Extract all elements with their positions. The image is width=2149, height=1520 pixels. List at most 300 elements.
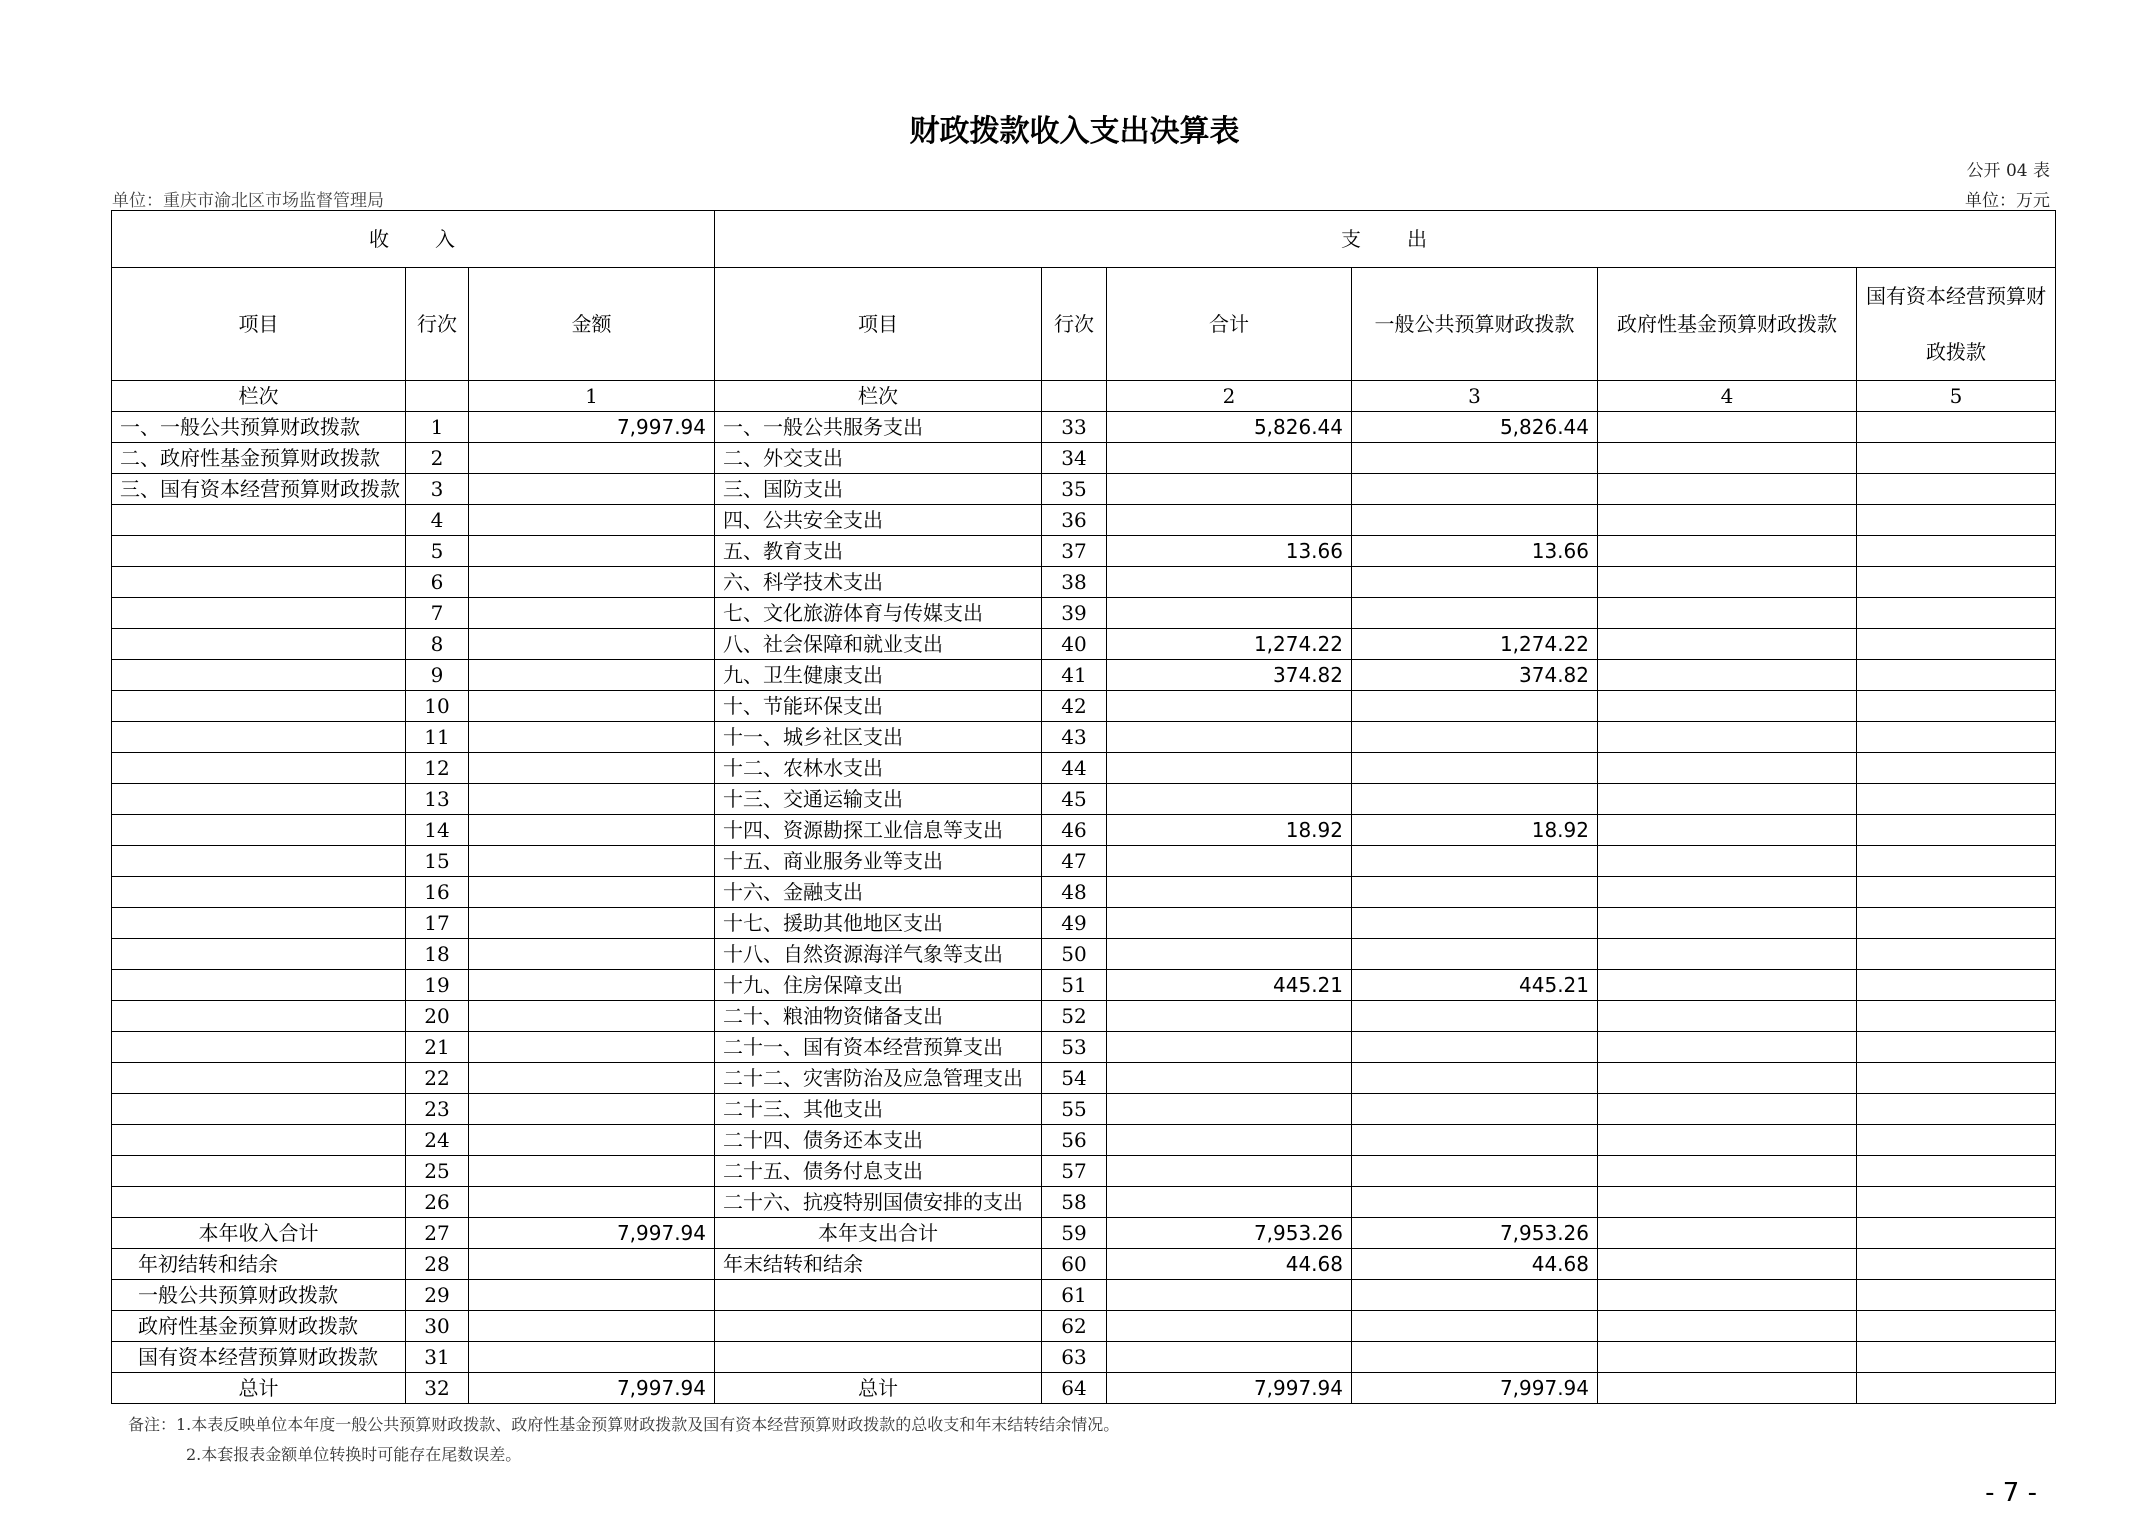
page-number: - 7 - xyxy=(1985,1478,2037,1508)
expense-total xyxy=(1107,1156,1352,1187)
expense-gov-fund xyxy=(1598,536,1857,567)
expense-state-capital xyxy=(1857,1094,2056,1125)
summary-expense-general: 7,953.26 xyxy=(1352,1218,1598,1249)
table-row xyxy=(112,443,2056,474)
expense-item: 四、公共安全支出 xyxy=(715,505,1042,536)
expense-gov-fund xyxy=(1598,939,1857,970)
table-row xyxy=(112,815,2056,846)
column-header-row xyxy=(112,268,2056,381)
expense-total xyxy=(1107,1032,1352,1063)
income-amount xyxy=(469,1094,715,1125)
expense-item: 二十、粮油物资储备支出 xyxy=(715,1001,1042,1032)
expense-total xyxy=(1107,784,1352,815)
expense-general xyxy=(1352,443,1598,474)
col-header-amount: 金额 xyxy=(469,268,715,381)
table-row xyxy=(112,412,2056,443)
expense-state-capital xyxy=(1857,877,2056,908)
expense-general: 1,274.22 xyxy=(1352,629,1598,660)
summary-income-amount: 7,997.94 xyxy=(469,1218,715,1249)
expense-general: 445.21 xyxy=(1352,970,1598,1001)
summary-expense-general xyxy=(1352,1311,1598,1342)
table-row xyxy=(112,567,2056,598)
income-line-no: 21 xyxy=(406,1032,469,1063)
expense-line-no: 43 xyxy=(1042,722,1107,753)
income-item xyxy=(112,877,406,908)
income-line-no: 24 xyxy=(406,1125,469,1156)
expense-general: 5,826.44 xyxy=(1352,412,1598,443)
expense-general xyxy=(1352,877,1598,908)
col-header-general: 一般公共预算财政拨款 xyxy=(1352,268,1598,381)
expense-item: 二十一、国有资本经营预算支出 xyxy=(715,1032,1042,1063)
expense-gov-fund xyxy=(1598,722,1857,753)
summary-expense-total: 44.68 xyxy=(1107,1249,1352,1280)
summary-expense-general: 44.68 xyxy=(1352,1249,1598,1280)
summary-expense-gov-fund xyxy=(1598,1280,1857,1311)
expense-total: 13.66 xyxy=(1107,536,1352,567)
summary-expense-state-capital xyxy=(1857,1218,2056,1249)
summary-expense-gov-fund xyxy=(1598,1218,1857,1249)
income-item xyxy=(112,846,406,877)
income-line-no: 25 xyxy=(406,1156,469,1187)
income-line-no: 1 xyxy=(406,412,469,443)
summary-income-amount xyxy=(469,1249,715,1280)
expense-item: 十二、农林水支出 xyxy=(715,753,1042,784)
expense-line-no: 50 xyxy=(1042,939,1107,970)
expense-state-capital xyxy=(1857,753,2056,784)
expense-total xyxy=(1107,505,1352,536)
income-line-no: 22 xyxy=(406,1063,469,1094)
expense-item: 二、外交支出 xyxy=(715,443,1042,474)
table-row xyxy=(112,784,2056,815)
summary-income-item: 总计 xyxy=(112,1373,406,1404)
summary-expense-line-no: 63 xyxy=(1042,1342,1107,1373)
expense-gov-fund xyxy=(1598,1094,1857,1125)
expense-line-no: 57 xyxy=(1042,1156,1107,1187)
expense-total: 374.82 xyxy=(1107,660,1352,691)
income-line-no: 8 xyxy=(406,629,469,660)
summary-expense-gov-fund xyxy=(1598,1373,1857,1404)
income-amount xyxy=(469,474,715,505)
unit-organization: 单位：重庆市渝北区市场监督管理局 xyxy=(112,191,384,211)
expense-line-no: 52 xyxy=(1042,1001,1107,1032)
form-number: 公开 04 表 xyxy=(1966,161,2050,181)
expense-item: 二十五、债务付息支出 xyxy=(715,1156,1042,1187)
expense-gov-fund xyxy=(1598,598,1857,629)
summary-expense-item xyxy=(715,1280,1042,1311)
summary-expense-state-capital xyxy=(1857,1311,2056,1342)
expense-line-no: 47 xyxy=(1042,846,1107,877)
income-line-no: 9 xyxy=(406,660,469,691)
summary-row xyxy=(112,1218,2056,1249)
expense-state-capital xyxy=(1857,1032,2056,1063)
note-line-1: 备注：1.本表反映单位本年度一般公共预算财政拨款、政府性基金预算财政拨款及国有资本经营预算财政拨款的总收支和年末结转结余情况。 xyxy=(128,1415,1120,1434)
expense-line-no: 51 xyxy=(1042,970,1107,1001)
expense-item: 二十三、其他支出 xyxy=(715,1094,1042,1125)
income-amount xyxy=(469,1125,715,1156)
expense-total: 18.92 xyxy=(1107,815,1352,846)
income-item xyxy=(112,536,406,567)
income-amount xyxy=(469,846,715,877)
table-row xyxy=(112,939,2056,970)
income-item xyxy=(112,1156,406,1187)
col-header-total: 合计 xyxy=(1107,268,1352,381)
income-line-no: 26 xyxy=(406,1187,469,1218)
income-amount: 7,997.94 xyxy=(469,412,715,443)
table-row xyxy=(112,722,2056,753)
income-item xyxy=(112,970,406,1001)
expense-state-capital xyxy=(1857,939,2056,970)
summary-income-amount xyxy=(469,1311,715,1342)
expense-general: 13.66 xyxy=(1352,536,1598,567)
income-line-no: 7 xyxy=(406,598,469,629)
expense-gov-fund xyxy=(1598,1032,1857,1063)
expense-state-capital xyxy=(1857,1125,2056,1156)
income-amount xyxy=(469,815,715,846)
index-blank-right xyxy=(1042,381,1107,412)
expense-item: 七、文化旅游体育与传媒支出 xyxy=(715,598,1042,629)
table-row xyxy=(112,877,2056,908)
expense-state-capital xyxy=(1857,443,2056,474)
summary-expense-line-no: 60 xyxy=(1042,1249,1107,1280)
expense-item: 十八、自然资源海洋气象等支出 xyxy=(715,939,1042,970)
income-item xyxy=(112,1094,406,1125)
note-line-2: 2.本套报表金额单位转换时可能存在尾数误差。 xyxy=(186,1445,522,1464)
index-2: 2 xyxy=(1107,381,1352,412)
summary-expense-general xyxy=(1352,1342,1598,1373)
income-line-no: 19 xyxy=(406,970,469,1001)
table-row xyxy=(112,474,2056,505)
expense-total xyxy=(1107,877,1352,908)
income-item xyxy=(112,505,406,536)
expense-line-no: 39 xyxy=(1042,598,1107,629)
expense-line-no: 40 xyxy=(1042,629,1107,660)
expense-item: 十五、商业服务业等支出 xyxy=(715,846,1042,877)
expense-state-capital xyxy=(1857,474,2056,505)
summary-expense-gov-fund xyxy=(1598,1342,1857,1373)
income-amount xyxy=(469,1001,715,1032)
col-header-gov-fund: 政府性基金预算财政拨款 xyxy=(1598,268,1857,381)
income-item xyxy=(112,815,406,846)
expense-item: 五、教育支出 xyxy=(715,536,1042,567)
table-row xyxy=(112,505,2056,536)
expense-item: 十三、交通运输支出 xyxy=(715,784,1042,815)
expense-general xyxy=(1352,1094,1598,1125)
expense-gov-fund xyxy=(1598,691,1857,722)
summary-income-line-no: 29 xyxy=(406,1280,469,1311)
expense-gov-fund xyxy=(1598,970,1857,1001)
col-header-item2: 项目 xyxy=(715,268,1042,381)
income-amount xyxy=(469,784,715,815)
expense-state-capital xyxy=(1857,505,2056,536)
income-amount xyxy=(469,877,715,908)
expense-gov-fund xyxy=(1598,1125,1857,1156)
expense-state-capital xyxy=(1857,815,2056,846)
expense-gov-fund xyxy=(1598,474,1857,505)
expense-general: 18.92 xyxy=(1352,815,1598,846)
expense-general xyxy=(1352,598,1598,629)
income-line-no: 6 xyxy=(406,567,469,598)
income-item xyxy=(112,660,406,691)
summary-expense-total: 7,953.26 xyxy=(1107,1218,1352,1249)
col-header-state-capital: 国有资本经营预算财政拨款 xyxy=(1857,268,2056,381)
expense-gov-fund xyxy=(1598,505,1857,536)
expense-item: 十九、住房保障支出 xyxy=(715,970,1042,1001)
expense-general xyxy=(1352,722,1598,753)
expense-item: 十四、资源勘探工业信息等支出 xyxy=(715,815,1042,846)
summary-income-item: 政府性基金预算财政拨款 xyxy=(112,1311,406,1342)
summary-expense-item: 总计 xyxy=(715,1373,1042,1404)
index-1: 1 xyxy=(469,381,715,412)
income-amount xyxy=(469,1187,715,1218)
income-amount xyxy=(469,567,715,598)
expense-gov-fund xyxy=(1598,1187,1857,1218)
expense-state-capital xyxy=(1857,412,2056,443)
summary-row xyxy=(112,1280,2056,1311)
summary-expense-state-capital xyxy=(1857,1280,2056,1311)
summary-income-item: 本年收入合计 xyxy=(112,1218,406,1249)
expense-state-capital xyxy=(1857,970,2056,1001)
expense-line-no: 38 xyxy=(1042,567,1107,598)
summary-expense-item xyxy=(715,1342,1042,1373)
expense-item: 十七、援助其他地区支出 xyxy=(715,908,1042,939)
expense-general xyxy=(1352,505,1598,536)
expense-total xyxy=(1107,691,1352,722)
income-amount xyxy=(469,1063,715,1094)
expense-general xyxy=(1352,1156,1598,1187)
expense-state-capital xyxy=(1857,567,2056,598)
income-item xyxy=(112,784,406,815)
expense-general xyxy=(1352,1187,1598,1218)
summary-income-item: 国有资本经营预算财政拨款 xyxy=(112,1342,406,1373)
summary-income-amount: 7,997.94 xyxy=(469,1373,715,1404)
expense-gov-fund xyxy=(1598,908,1857,939)
expense-total xyxy=(1107,939,1352,970)
income-line-no: 5 xyxy=(406,536,469,567)
expense-gov-fund xyxy=(1598,815,1857,846)
income-item xyxy=(112,1001,406,1032)
table-row xyxy=(112,846,2056,877)
expense-total xyxy=(1107,567,1352,598)
summary-expense-total: 7,997.94 xyxy=(1107,1373,1352,1404)
expense-state-capital xyxy=(1857,784,2056,815)
income-amount xyxy=(469,939,715,970)
income-amount xyxy=(469,443,715,474)
expense-gov-fund xyxy=(1598,1001,1857,1032)
expense-section-label: 支 出 xyxy=(715,211,2056,268)
income-item: 二、政府性基金预算财政拨款 xyxy=(112,443,406,474)
expense-state-capital xyxy=(1857,1156,2056,1187)
expense-state-capital xyxy=(1857,1001,2056,1032)
expense-general xyxy=(1352,939,1598,970)
expense-gov-fund xyxy=(1598,660,1857,691)
expense-total xyxy=(1107,443,1352,474)
expense-general xyxy=(1352,753,1598,784)
table-row xyxy=(112,660,2056,691)
summary-row xyxy=(112,1373,2056,1404)
income-line-no: 2 xyxy=(406,443,469,474)
income-line-no: 10 xyxy=(406,691,469,722)
income-amount xyxy=(469,629,715,660)
summary-income-amount xyxy=(469,1280,715,1311)
income-item xyxy=(112,691,406,722)
expense-line-no: 58 xyxy=(1042,1187,1107,1218)
expense-state-capital xyxy=(1857,660,2056,691)
col-header-item: 项目 xyxy=(112,268,406,381)
income-item xyxy=(112,722,406,753)
expense-total xyxy=(1107,1187,1352,1218)
expense-item: 九、卫生健康支出 xyxy=(715,660,1042,691)
expense-item: 二十六、抗疫特别国债安排的支出 xyxy=(715,1187,1042,1218)
expense-state-capital xyxy=(1857,722,2056,753)
expense-item: 十六、金融支出 xyxy=(715,877,1042,908)
expense-total xyxy=(1107,722,1352,753)
expense-general xyxy=(1352,1032,1598,1063)
summary-expense-gov-fund xyxy=(1598,1311,1857,1342)
expense-total xyxy=(1107,598,1352,629)
income-item xyxy=(112,567,406,598)
expense-item: 一、一般公共服务支出 xyxy=(715,412,1042,443)
index-5: 5 xyxy=(1857,381,2056,412)
expense-general xyxy=(1352,474,1598,505)
summary-income-line-no: 27 xyxy=(406,1218,469,1249)
section-header-row xyxy=(112,211,2056,268)
income-item xyxy=(112,1063,406,1094)
income-amount xyxy=(469,753,715,784)
income-amount xyxy=(469,1156,715,1187)
income-item xyxy=(112,598,406,629)
table-row xyxy=(112,908,2056,939)
income-line-no: 20 xyxy=(406,1001,469,1032)
page-title: 财政拨款收入支出决算表 xyxy=(909,114,1240,149)
expense-gov-fund xyxy=(1598,846,1857,877)
income-amount xyxy=(469,505,715,536)
expense-general xyxy=(1352,1125,1598,1156)
table-row xyxy=(112,1094,2056,1125)
table-row xyxy=(112,970,2056,1001)
col-header-line: 行次 xyxy=(406,268,469,381)
summary-expense-general: 7,997.94 xyxy=(1352,1373,1598,1404)
summary-expense-total xyxy=(1107,1311,1352,1342)
expense-total xyxy=(1107,846,1352,877)
expense-item: 八、社会保障和就业支出 xyxy=(715,629,1042,660)
expense-line-no: 46 xyxy=(1042,815,1107,846)
expense-total: 445.21 xyxy=(1107,970,1352,1001)
income-amount xyxy=(469,722,715,753)
expense-line-no: 49 xyxy=(1042,908,1107,939)
income-amount xyxy=(469,908,715,939)
expense-item: 二十二、灾害防治及应急管理支出 xyxy=(715,1063,1042,1094)
summary-income-line-no: 31 xyxy=(406,1342,469,1373)
expense-total xyxy=(1107,753,1352,784)
expense-line-no: 55 xyxy=(1042,1094,1107,1125)
expense-gov-fund xyxy=(1598,443,1857,474)
income-item xyxy=(112,753,406,784)
summary-expense-total xyxy=(1107,1280,1352,1311)
income-item xyxy=(112,939,406,970)
table-row xyxy=(112,1187,2056,1218)
index-blank-left xyxy=(406,381,469,412)
expense-gov-fund xyxy=(1598,412,1857,443)
expense-general xyxy=(1352,846,1598,877)
income-amount xyxy=(469,1032,715,1063)
expense-gov-fund xyxy=(1598,1063,1857,1094)
income-line-no: 16 xyxy=(406,877,469,908)
expense-item: 三、国防支出 xyxy=(715,474,1042,505)
expense-line-no: 41 xyxy=(1042,660,1107,691)
expense-line-no: 48 xyxy=(1042,877,1107,908)
expense-state-capital xyxy=(1857,536,2056,567)
expense-total: 5,826.44 xyxy=(1107,412,1352,443)
expense-line-no: 54 xyxy=(1042,1063,1107,1094)
expense-state-capital xyxy=(1857,691,2056,722)
table-row xyxy=(112,753,2056,784)
table-row xyxy=(112,1001,2056,1032)
table-row xyxy=(112,1156,2056,1187)
expense-gov-fund xyxy=(1598,753,1857,784)
expense-gov-fund xyxy=(1598,629,1857,660)
income-amount xyxy=(469,970,715,1001)
expense-total xyxy=(1107,1094,1352,1125)
summary-expense-state-capital xyxy=(1857,1249,2056,1280)
summary-expense-line-no: 62 xyxy=(1042,1311,1107,1342)
expense-gov-fund xyxy=(1598,784,1857,815)
expense-general: 374.82 xyxy=(1352,660,1598,691)
income-section-label: 收 入 xyxy=(112,211,715,268)
income-line-no: 3 xyxy=(406,474,469,505)
finance-table xyxy=(111,210,2056,1404)
income-item xyxy=(112,1187,406,1218)
expense-item: 二十四、债务还本支出 xyxy=(715,1125,1042,1156)
summary-expense-item: 年末结转和结余 xyxy=(715,1249,1042,1280)
table-row xyxy=(112,1125,2056,1156)
summary-expense-line-no: 59 xyxy=(1042,1218,1107,1249)
income-line-no: 4 xyxy=(406,505,469,536)
summary-row xyxy=(112,1342,2056,1373)
expense-line-no: 34 xyxy=(1042,443,1107,474)
expense-total: 1,274.22 xyxy=(1107,629,1352,660)
income-amount xyxy=(469,660,715,691)
income-line-no: 23 xyxy=(406,1094,469,1125)
income-item xyxy=(112,908,406,939)
income-item xyxy=(112,1032,406,1063)
expense-total xyxy=(1107,474,1352,505)
expense-line-no: 35 xyxy=(1042,474,1107,505)
expense-line-no: 42 xyxy=(1042,691,1107,722)
unit-currency: 单位：万元 xyxy=(1965,191,2050,211)
income-item: 一、一般公共预算财政拨款 xyxy=(112,412,406,443)
summary-row xyxy=(112,1311,2056,1342)
table-row xyxy=(112,598,2056,629)
expense-state-capital xyxy=(1857,598,2056,629)
expense-line-no: 33 xyxy=(1042,412,1107,443)
income-amount xyxy=(469,536,715,567)
income-item: 三、国有资本经营预算财政拨款 xyxy=(112,474,406,505)
index-label-right: 栏次 xyxy=(715,381,1042,412)
summary-expense-state-capital xyxy=(1857,1373,2056,1404)
expense-item: 十一、城乡社区支出 xyxy=(715,722,1042,753)
expense-total xyxy=(1107,1001,1352,1032)
expense-state-capital xyxy=(1857,1187,2056,1218)
income-line-no: 17 xyxy=(406,908,469,939)
table-row xyxy=(112,536,2056,567)
expense-general xyxy=(1352,691,1598,722)
expense-line-no: 44 xyxy=(1042,753,1107,784)
summary-income-line-no: 30 xyxy=(406,1311,469,1342)
summary-expense-item: 本年支出合计 xyxy=(715,1218,1042,1249)
summary-expense-line-no: 64 xyxy=(1042,1373,1107,1404)
income-line-no: 12 xyxy=(406,753,469,784)
summary-expense-general xyxy=(1352,1280,1598,1311)
